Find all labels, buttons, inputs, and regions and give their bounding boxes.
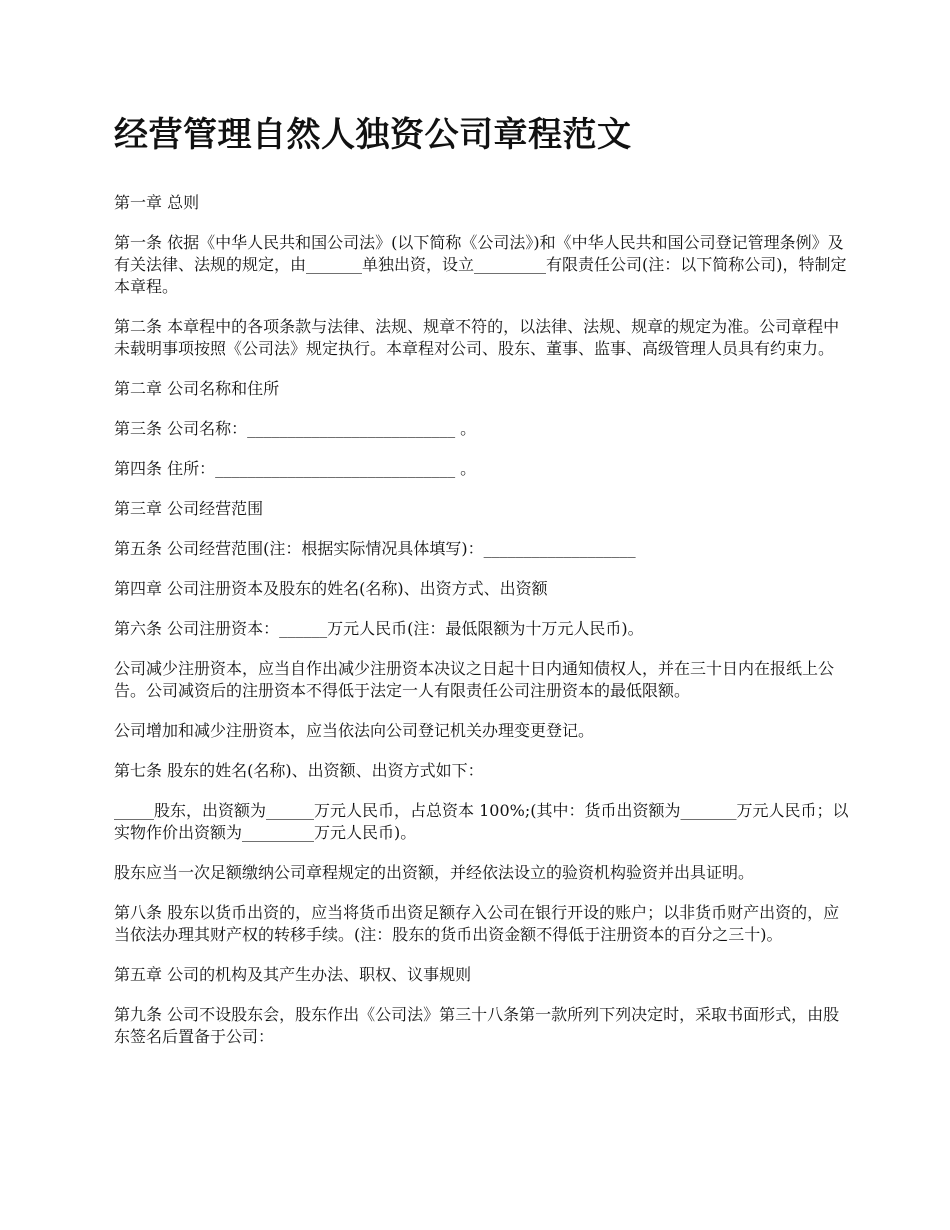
article-paragraph: 第三条 公司名称：__________________________ 。 (114, 419, 477, 438)
article-paragraph: 第九条 公司不设股东会，股东作出《公司法》第三十八条第一款所列下列决定时，采取书面形式，由股东签名后置备于公司： (114, 1005, 840, 1046)
article-paragraph: 第一条 依据《中华人民共和国公司法》(以下简称《公司法》)和《中华人民共和国公司登记管理条例》及有关法律、法规的规定，由_______单独出资，设立_________有限责任公司(注：以下简称公司)，特制定本章程。 (114, 233, 847, 296)
article-paragraph: 第八条 股东以货币出资的，应当将货币出资足额存入公司在银行开设的账户；以非货币财产出资的，应当依法办理其财产权的转移手续。(注：股东的货币出资金额不得低于注册资本的百分之三十)。 (114, 903, 840, 944)
body-paragraph: 公司减少注册资本，应当自作出减少注册资本决议之日起十日内通知债权人，并在三十日内在报纸上公告。公司减资后的注册资本不得低于法定一人有限责任公司注册资本的最低限额。 (114, 659, 835, 700)
article-paragraph: 第五条 公司经营范围(注：根据实际情况具体填写)：___________________ (114, 539, 636, 558)
article-paragraph: 第二条 本章程中的各项条款与法律、法规、规章不符的，以法律、法规、规章的规定为准。公司章程中未载明事项按照《公司法》规定执行。本章程对公司、股东、董事、监事、高级管理人员具有约束力。 (114, 317, 840, 358)
article-paragraph: 第七条 股东的姓名(名称)、出资额、出资方式如下： (114, 761, 484, 780)
body-paragraph: 股东应当一次足额缴纳公司章程规定的出资额，并经依法设立的验资机构验资并出具证明。 (114, 863, 755, 882)
chapter-heading: 第四章 公司注册资本及股东的姓名(名称)、出资方式、出资额 (114, 579, 548, 598)
chapter-heading: 第五章 公司的机构及其产生办法、职权、议事规则 (114, 965, 472, 984)
chapter-heading: 第三章 公司经营范围 (114, 499, 264, 518)
body-paragraph: _____股东，出资额为______万元人民币，占总资本 100%;(其中：货币出资额为_______万元人民币；以实物作价出资额为_________万元人民币)。 (114, 801, 849, 842)
article-paragraph: 第四条 住所：______________________________ 。 (114, 459, 477, 478)
document-title: 经营管理自然人独资公司章程范文 (114, 115, 632, 155)
chapter-heading: 第二章 公司名称和住所 (114, 379, 280, 398)
chapter-heading: 第一章 总则 (114, 193, 200, 212)
body-paragraph: 公司增加和减少注册资本，应当依法向公司登记机关办理变更登记。 (114, 721, 595, 740)
document-page (114, 108, 854, 1066)
article-paragraph: 第六条 公司注册资本：______万元人民币(注：最低限额为十万元人民币)。 (114, 619, 644, 638)
